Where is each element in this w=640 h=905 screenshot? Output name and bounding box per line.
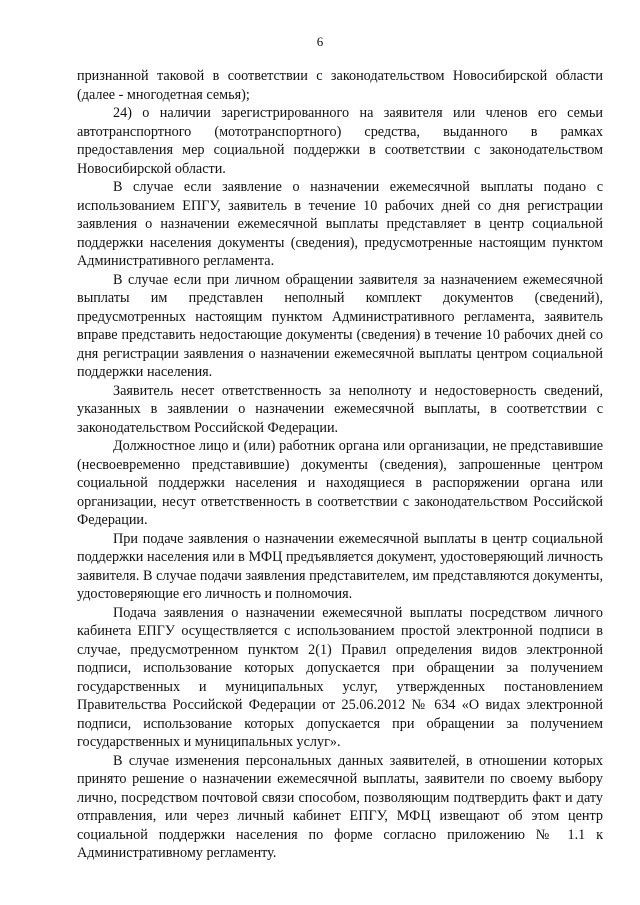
paragraph: При подаче заявления о назначении ежемесячной выплаты в центр социальной поддержки населения или в МФЦ предъявляется документ, удостоверяющий личность заявителя. В случае подачи заявления представителем, им представляются документы, удостоверяющие его личность и полномочия. <box>77 530 603 602</box>
paragraph: признанной таковой в соответствии с законодательством Новосибирской области (далее - многодетная семья); <box>77 68 603 103</box>
paragraph: В случае если при личном обращении заявителя за назначением ежемесячной выплаты им представлен неполный комплект документов (сведений), предусмотренных настоящим пунктом Административного регламента, заявитель вправе представить недостающие документы (сведения) в течение 10 рабочих дней со дня регистрации заявления о назначении ежемесячной выплаты центром социальной поддержки населения. <box>77 271 603 380</box>
paragraph: 24) о наличии зарегистрированного на заявителя или членов его семьи автотранспортного (мототранспортного) средства, выданного в рамках предоставления мер социальной поддержки в соответствии с законодательством Новосибирской области. <box>77 105 603 177</box>
paragraph: Заявитель несет ответственность за неполноту и недостоверность сведений, указанных в заявлении о назначении ежемесячной выплаты, в соответствии с законодательством Российской Федерации. <box>77 382 603 436</box>
paragraph: В случае если заявление о назначении ежемесячной выплаты подано с использованием ЕПГУ, заявитель в течение 10 рабочих дней со дня регистрации заявления о назначении ежемесячной выплаты представляет в центр социальной поддержки населения документы (сведения), предусмотренные настоящим пунктом Административного регламента. <box>77 179 603 269</box>
paragraph: Подача заявления о назначении ежемесячной выплаты посредством личного кабинета ЕПГУ осуществляется с использованием простой электронной подписи в случае, предусмотренном пунктом 2(1) Правил определения видов электронной подписи, использование которых допускается при обращении за получением государственных и муниципальных услуг, утвержденных постановлением Правительства Российской Федерации от 25.06.2012 № 634 «О видах электронной подписи, использование которых допускается при обращении за получением государственных и муниципальных услуг». <box>77 604 603 750</box>
paragraph: В случае изменения персональных данных заявителей, в отношении которых принято решение о назначении ежемесячной выплаты, заявители по своему выбору лично, посредством почтовой связи способом, позволяющим подтвердить факт и дату отправления, или через личный кабинет ЕПГУ, МФЦ извещают об этом центр социальной поддержки населения по форме согласно приложению № 1.1 к Административному регламенту. <box>77 752 603 861</box>
page-number: 6 <box>316 34 324 49</box>
document-body <box>77 67 603 863</box>
paragraph: Должностное лицо и (или) работник органа или организации, не представившие (несвоевременно представившие) документы (сведения), запрошенные центром социальной поддержки населения и находящиеся в распоряжении органа или организации, несут ответственность в соответствии с законодательством Российской Федерации. <box>77 438 603 528</box>
